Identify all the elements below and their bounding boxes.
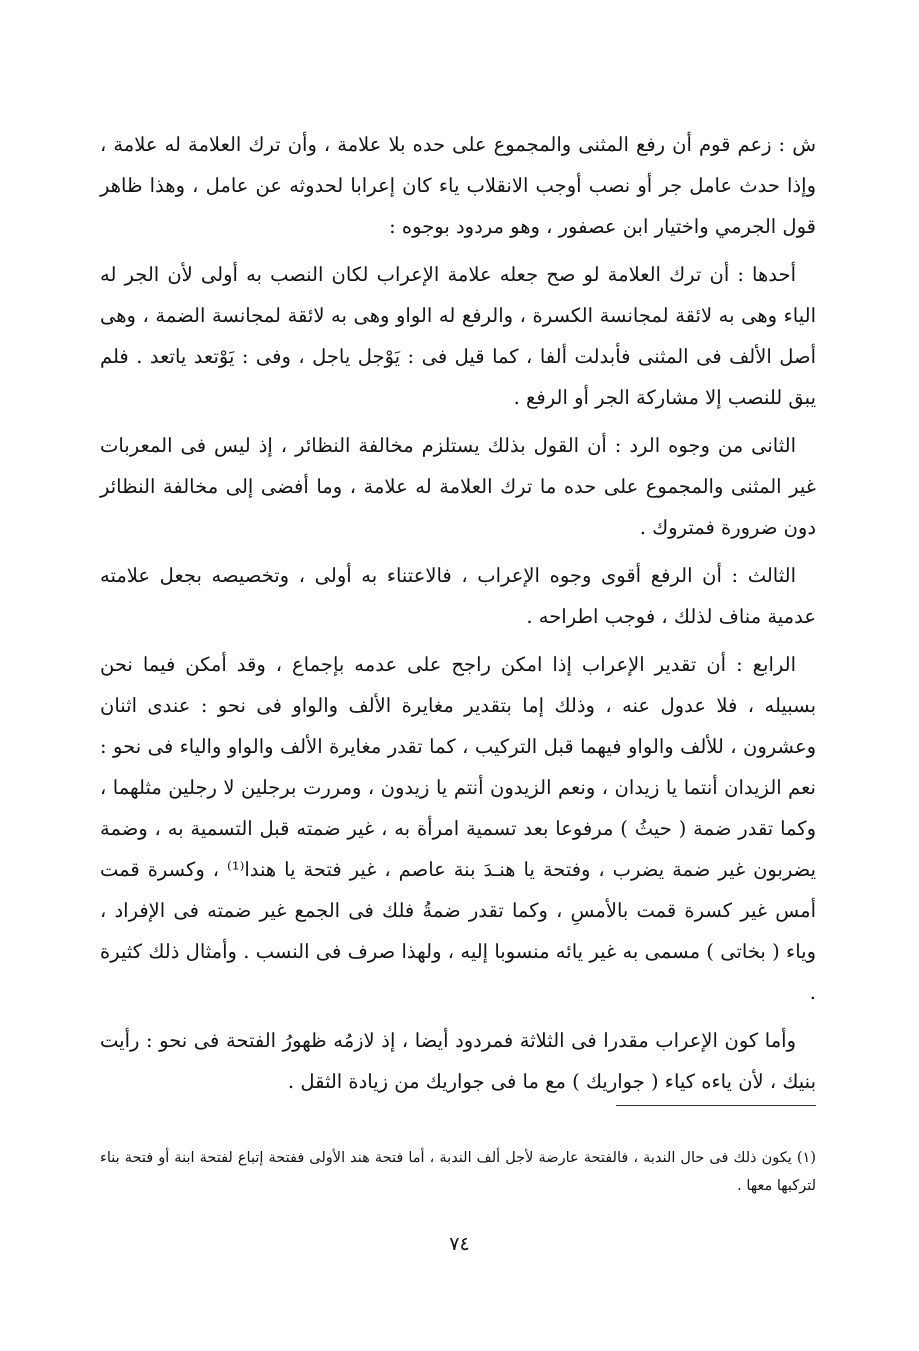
paragraph: وأما كون الإعراب مقدرا فى الثلاثة فمردود أيضا ، إذ لازمُه ظهورُ الفتحة فى نحو : رأيت بنيك ، لأن ياءه كياء ( جواريك ) مع ما فى جواريك من زيادة الثقل .: [100, 1029, 816, 1093]
paragraph: الرابع : أن تقدير الإعراب إذا امكن راجح على عدمه بإجماع ، وقد أمكن فيما نحن بسبيله ، فلا عدول عنه ، وذلك إما بتقدير مغايرة الألف والواو فى نحو : عندى اثنان وعشرون ، للألف والواو فيهما قبل التركيب ، كما تقدر مغايرة الألف والواو والياء فى نحو : نعم الزيدان أنتما يا زيدان ، ونعم الزيدون أنتم يا زيدون ، ومررت برجلين لا رجلين مثلهما ، وكما تقدر ضمة ( حيثُ ) مرفوعا بعد تسمية امرأة به ، غير ضمته قبل التسمية به ، وضمة يضربون غير ضمة يضرب ، وفتحة يا هنـدَ بنة عاصم ، غير فتحة يا هندا⁽¹⁾ ، وكسرة قمت أمس غير كسرة قمت بالأمسِ ، وكما تقدر ضمةُ فلك فى الجمع غير ضمته فى الإفراد ، وياء ( بخاتى ) مسمى به غير يائه منسوبا إليه ، ولهذا صرف فى النسب . وأمثال ذلك كثيرة .: [100, 653, 816, 1004]
footnote: (١) يكون ذلك فى حال الندبة ، فالفتحة عارضة لأجل ألف الندبة ، أما فتحة هند الأولى ففتحة إتباع لفتحة ابنة أو فتحة بناء لتركبها معها .: [100, 1150, 816, 1194]
paragraph: أحدها : أن ترك العلامة لو صح جعله علامة الإعراب لكان النصب به أولى لأن الجر له الياء وهى به لائقة لمجانسة الكسرة ، والرفع له الواو وهى به لائقة لمجانسة الضمة ، وهى أصل الألف فى المثنى فأبدلت ألفا ، كما قيل فى : يَوْجل ياجل ، وفى : يَوْتعد ياتعد . فلم يبق للنصب إلا مشاركة الجر أو الرفع .: [100, 263, 816, 409]
paragraph: ش : زعم قوم أن رفع المثنى والمجموع على حده بلا علامة ، وأن ترك العلامة له علامة ، وإذا حدث عامل جر أو نصب أوجب الانقلاب ياء كان إعرابا لحدوثه عن عامل ، وهذا ظاهر قول الجرمي واختيار ابن عصفور ، وهو مردود بوجوه :: [100, 133, 816, 238]
footnote-divider: [616, 1105, 816, 1106]
page-number: ٧٤: [449, 1233, 470, 1255]
body-text: [100, 124, 816, 1109]
paragraph: الثانى من وجوه الرد : أن القول بذلك يستلزم مخالفة النظائر ، إذ ليس فى المعربات غير المثنى والمجموع على حده ما ترك العلامة له علامة ، وما أفضى إلى مخالفة النظائر دون ضرورة فمتروك .: [100, 434, 816, 539]
paragraph: الثالث : أن الرفع أقوى وجوه الإعراب ، فالاعتناء به أولى ، وتخصيصه بجعل علامته عدمية مناف لذلك ، فوجب اطراحه .: [100, 564, 816, 628]
